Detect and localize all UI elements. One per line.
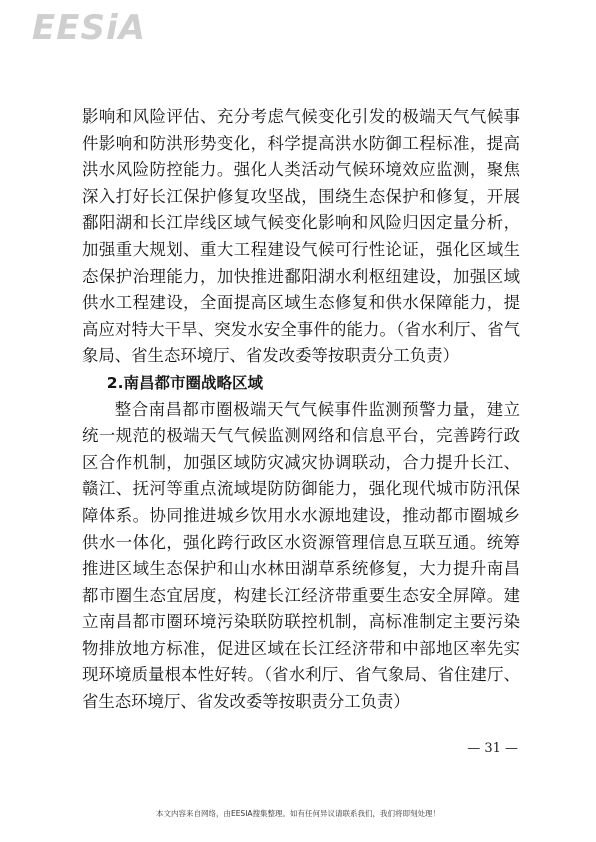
- eesia-watermark-logo: EESiA: [32, 8, 146, 48]
- body-paragraph-2: 整合南昌都市圈极端天气气候事件监测预警力量，建立统一规范的极端天气气候监测网络和信息平台，完善跨行政区合作机制，加强区域防灾减灾协调联动，合力提升长江、赣江、抚河等重点流域堤防防御能力，强化现代城市防汛保障体系。协同推进城乡饮用水水源地建设，推动都市圈城乡供水一体化，强化跨行政区水资源管理信息互联互通。统筹推进区域生态保护和山水林田湖草系统修复，大力提升南昌都市圈生态宜居度，构建长江经济带重要生态安全屏障。建立南昌都市圈环境污染联防联控机制，高标准制定主要污染物排放地方标准，促进区域在长江经济带和中部地区率先实现环境质量根本性好转。（省水利厅、省气象局、省住建厅、省生态环境厅、省发改委等按职责分工负责）: [82, 399, 520, 712]
- section-heading: 2.南昌都市圈战略区域: [106, 373, 263, 392]
- footer-disclaimer: 本文内容来自网络，由EESIA搜集整理。如有任何异议请联系我们，我们将即刻处理！: [155, 809, 441, 818]
- page-number: — 31 —: [467, 741, 518, 756]
- document-body: [82, 104, 520, 716]
- body-paragraph-1: 影响和风险评估、充分考虑气候变化引发的极端天气气候事件影响和防洪形势变化，科学提高洪水防御工程标准，提高洪水风险防控能力。强化人类活动气候环境效应监测，聚焦深入打好长江保护修复攻坚战，围绕生态保护和修复，开展鄱阳湖和长江岸线区域气候变化影响和风险归因定量分析，加强重大规划、重大工程建设气候可行性论证，强化区域生态保护治理能力，加快推进鄱阳湖水利枢纽建设，加强区域供水工程建设，全面提高区域生态修复和供水保障能力，提高应对特大干旱、突发水安全事件的能力。（省水利厅、省气象局、省生态环境厅、省发改委等按职责分工负责）: [82, 107, 520, 366]
